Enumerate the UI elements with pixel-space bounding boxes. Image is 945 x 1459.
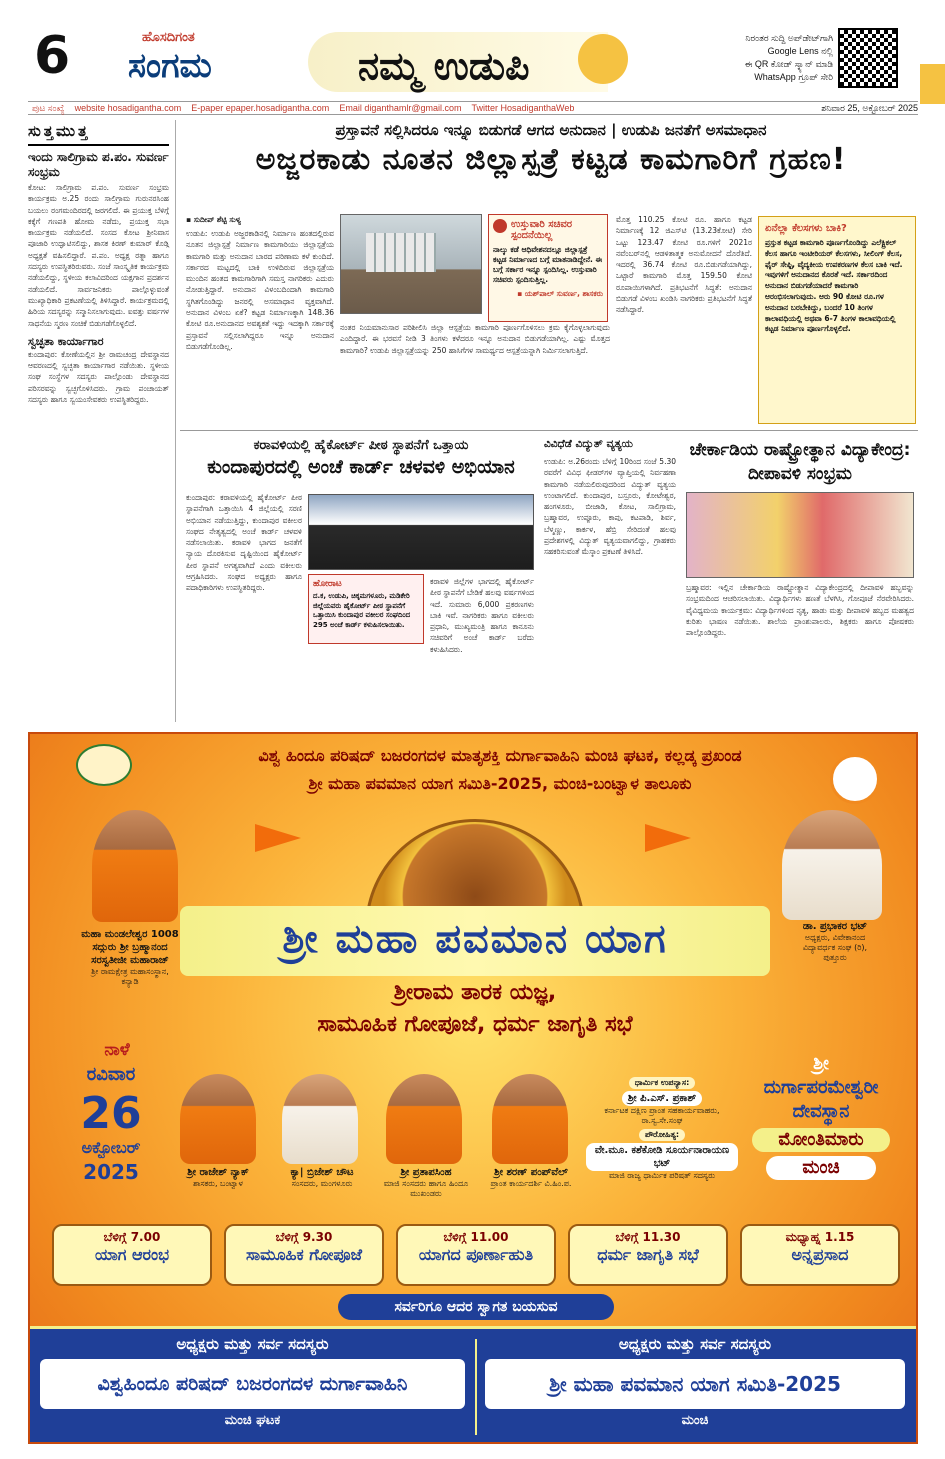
date-weekday: ರವಿವಾರ bbox=[86, 1064, 136, 1085]
date-day: 26 bbox=[80, 1088, 142, 1139]
page-label: ಪುಟ ಸಂಖ್ಯೆ bbox=[32, 102, 65, 113]
footer-sub: ಮಂಚಿ ಘಟಕ bbox=[224, 1413, 281, 1428]
schedule-event: ಧರ್ಮ ಜಾಗೃತಿ ಸಭೆ bbox=[597, 1245, 699, 1264]
masthead bbox=[28, 24, 918, 100]
schedule-event: ಯಾಗ ಆರಂಭ bbox=[94, 1245, 170, 1264]
schedule-time: ಬೆಳಿಗ್ಗೆ 11.00 bbox=[443, 1230, 509, 1244]
venue-block bbox=[746, 1052, 896, 1202]
guest-caption bbox=[160, 1166, 276, 1189]
story2-headline: ಕುಂದಾಪುರದಲ್ಲಿ ಅಂಚೆ ಕಾರ್ಡ್ ಚಳವಳಿ ಅಭಿಯಾನ bbox=[207, 456, 515, 478]
yaga-subtitle: ಶ್ರೀರಾಮ ತಾರಕ ಯಜ್ಞ, bbox=[393, 980, 557, 1005]
event-advertisement bbox=[28, 732, 918, 1444]
lawyers-group-photo bbox=[308, 494, 534, 570]
ad-footer bbox=[30, 1326, 916, 1442]
priest-label: ಪೌರೋಹಿತ್ಯ: bbox=[639, 1129, 685, 1141]
schedule-time: ಮಧ್ಯಾಹ್ನ 1.15 bbox=[785, 1230, 855, 1244]
guest-title: ಸಂಸದರು, ಮಂಗಳೂರು bbox=[291, 1179, 353, 1188]
speaker-box bbox=[586, 1074, 738, 1196]
quote-icon bbox=[493, 219, 507, 233]
caption-line: ಸದ್ಗುರು ಶ್ರೀ ಬ್ರಹ್ಮಾನಂದ bbox=[92, 942, 168, 953]
date-month: ಅಕ್ಟೋಬರ್ bbox=[81, 1138, 141, 1157]
schedule-event: ಯಾಗದ ಪೂರ್ಣಾಹುತಿ bbox=[418, 1245, 534, 1264]
guest-photo bbox=[492, 1074, 568, 1164]
caption-line: ವಿದ್ಯಾವರ್ಧಕ ಸಂಘ (ರಿ), bbox=[802, 943, 868, 952]
corner-decoration bbox=[920, 64, 945, 104]
story3-body: ಉಡುಪಿ: ಅ.26ರಂದು ಬೆಳಿಗ್ಗೆ 10ರಿಂದ ಸಂಜೆ 5.30 ರವರೆಗೆ ವಿವಿಧ ಫೀಡರ್‌ಗಳ ವ್ಯಾಪ್ತಿಯಲ್ಲಿ ನಿರ್ವಹಣಾ ಕಾಮಗಾರಿ ನಡೆಯಲಿರುವುದರಿಂದ ವಿದ್ಯುತ್ ವ್ಯತ್ಯಯ ಉಂಟಾಗಲಿದೆ. ಕುಂದಾಪುರ, ಬಸ್ರೂರು, ಕೋಟೇಶ್ವರ, ಹಂಗಳೂರು, ಬೀಜಾಡಿ, ಕೋಟ, ಸಾಲಿಗ್ರಾಮ, ಬ್ರಹ್ಮಾವರ, ಉಪ್ಪೂರು, ಕಾಪು, ಕಟಪಾಡಿ, ಶಿರ್ವ, ಬೆಳ್ಮಣ್ಣು, ಕಾರ್ಕಳ, ಹೆಬ್ರಿ ಸೇರಿದಂತೆ ಹಲವು ಪ್ರದೇಶಗಳಲ್ಲಿ ವಿದ್ಯುತ್ ವ್ಯತ್ಯಯವಾಗಲಿದ್ದು, ಗ್ರಾಹಕರು ಸಹಕರಿಸುವಂತೆ ಮೆಸ್ಕಾಂ ಪ್ರಕಟಣೆ ತಿಳಿಸಿದೆ. bbox=[544, 457, 676, 557]
hospital-photo bbox=[340, 214, 482, 314]
epaper-link[interactable]: E-paper epaper.hosadigantha.com bbox=[191, 103, 330, 113]
president-photo bbox=[782, 810, 882, 920]
top-story-col2: ನಂತರ ನಿಯಮಾನುಸಾರ ಪರಿಶೀಲಿಸಿ ಜಿಲ್ಲಾ ಆಸ್ಪತ್ರೆಯ ಕಾಮಗಾರಿ ಪೂರ್ಣಗೊಳಿಸಲು ಕ್ರಮ ಕೈಗೊಳ್ಳಲಾಗುವುದು ಎಂದಿದ್ದಾರೆ. ಈ ಭರವಸೆ ನೀಡಿ 3 ತಿಂಗಳು ಕಳೆದರೂ ಇನ್ನೂ ಅನುದಾನ ಬಿಡುಗಡೆಯಾಗಿಲ್ಲ. ಎಷ್ಟು ಮೊತ್ತದ ಕಾಮಗಾರಿ? ಉಡುಪಿ ಜಿಲ್ಲಾಸ್ಪತ್ರೆಯನ್ನು 250 ಹಾಸಿಗೆಗಳ ಸಾಮರ್ಥ್ಯದ ಆಸ್ಪತ್ರೆಯನ್ನಾಗಿ ನಿರ್ಮಿಸಲಾಗುತ್ತಿದೆ. bbox=[340, 323, 610, 355]
brief-headline: ಸ್ವಚ್ಛತಾ ಕಾರ್ಯಾಗಾರ bbox=[28, 334, 104, 348]
speaker-name: ಶ್ರೀ ಪಿ.ಎಸ್. ಪ್ರಕಾಶ್ bbox=[622, 1091, 702, 1106]
priest-name: ವೇ.ಮೂ. ಕಶೆಕೋಡಿ ಸೂರ್ಯನಾರಾಯಣ ಭಟ್ bbox=[586, 1143, 738, 1171]
footer-org-name: ಶ್ರೀ ಮಹಾ ಪವಮಾನ ಯಾಗ ಸಮಿತಿ-2025 bbox=[485, 1359, 905, 1409]
brief-headline: ಇಂದು ಸಾಲಿಗ್ರಾಮ ಪ.ಪಂ. ಸುವರ್ಣ ಸಂಭ್ರಮ bbox=[28, 150, 169, 179]
schedule-time: ಬೆಳಿಗ್ಗೆ 7.00 bbox=[103, 1230, 161, 1244]
saffron-flag-icon bbox=[645, 824, 691, 852]
top-story-headline: ಅಜ್ಜರಕಾಡು ನೂತನ ಜಿಲ್ಲಾಸ್ಪತ್ರೆ ಕಟ್ಟಡ ಕಾಮಗಾರಿಗೆ ಗ್ರಹಣ! bbox=[255, 142, 847, 177]
schedule-item bbox=[224, 1224, 384, 1286]
column-logo: ಸುತ್ತಮುತ್ತ bbox=[28, 120, 169, 146]
caption-line: ಪುತ್ತೂರು bbox=[823, 953, 847, 962]
schedule-event: ಅನ್ನಪ್ರಸಾದ bbox=[791, 1245, 849, 1264]
info-bar bbox=[28, 101, 918, 115]
story2-col2: ಕರಾವಳಿ ಜಿಲ್ಲೆಗಳ ಭಾಗದಲ್ಲಿ ಹೈಕೋರ್ಟ್ ಪೀಠ ಸ್ಥಾಪನೆಗೆ ಬೇಡಿಕೆ ಹಲವು ವರ್ಷಗಳಿಂದ ಇದೆ. ಸುಮಾರು 6,000 ಪ್ರಕರಣಗಳು ಬಾಕಿ ಇವೆ. ನಾಗರಿಕರು ಹಾಗೂ ವಕೀಲರು ಪ್ರಧಾನಿ, ಮುಖ್ಯಮಂತ್ರಿ ಹಾಗೂ ಕಾನೂನು ಸಚಿವರಿಗೆ ಅಂಚೆ ಕಾರ್ಡ್ ಬರೆದು ಕಳುಹಿಸಿದರು. bbox=[430, 577, 534, 654]
quote-body: ನಾಲ್ಕು ಕಡೆ ಆಧಿವೇಶನದಲ್ಲೂ ಜಿಲ್ಲಾಸ್ಪತ್ರೆ ಕಟ್ಟಡ ನಿರ್ಮಾಣದ ಬಗ್ಗೆ ಮಾತನಾಡಿದ್ದೇನೆ. ಈ ಬಗ್ಗೆ ಸರ್ಕಾರ ಇನ್ನೂ ಸ್ಪಂದಿಸಿಲ್ಲ. ಉಸ್ತುವಾರಿ ಸಚಿವರು ಸ್ಪಂದಿಸುತ್ತಿಲ್ಲ. bbox=[493, 245, 603, 284]
date-year: 2025 bbox=[83, 1160, 139, 1184]
section-title: ನಮ್ಮ ಉಡುಪಿ bbox=[358, 44, 530, 88]
sidebox-body: ಪ್ರಸ್ತುತ ಕಟ್ಟಡ ಕಾಮಗಾರಿ ಪೂರ್ಣಗೊಂಡಿದ್ದು ಎಲೆಕ್ಟ್ರಿಕಲ್ ಕೆಲಸ ಹಾಗೂ ಇಂಟೀರಿಯರ್ ಕೆಲಸಗಳು, ಸೀಲಿಂಗ್ ಕೆಲಸ, ಫೈರ್ ಸೇಫ್ಟಿ, ವೈದ್ಯಕೀಯ ಉಪಕರಣಗಳ ಕೆಲಸ ಬಾಕಿ ಇದೆ. ಇವುಗಳಿಗೆ ಅನುದಾನದ ಕೊರತೆ ಇದೆ. ಸರ್ಕಾರದಿಂದ ಅನುದಾನ ಬಿಡುಗಡೆಯಾದರೆ ಕಾಮಗಾರಿ ಆರಂಭಿಸಲಾಗುವುದು. ಆರು 90 ಕೋಟಿ ರೂ.ಗಳ ಅನುದಾನ ಬರಬೇಕಿದ್ದು, ಬಂದರೆ 10 ತಿಂಗಳ ಕಾಲಾವಧಿಯಲ್ಲಿ ಅಥವಾ 6-7 ತಿಂಗಳ ಕಾಲಾವಧಿಯಲ್ಲಿ ಕಟ್ಟಡ ನಿರ್ಮಾಣ ಪೂರ್ಣಗೊಳ್ಳಲಿದೆ. bbox=[765, 238, 903, 334]
minister-quote bbox=[488, 214, 608, 322]
qr-line: Google Lens ನಲ್ಲಿ bbox=[767, 46, 833, 56]
story4-body: ಬ್ರಹ್ಮಾವರ: ಇಲ್ಲಿನ ಚೇರ್ಕಾಡಿಯ ರಾಷ್ಟ್ರೋತ್ಥಾನ ವಿದ್ಯಾಕೇಂದ್ರದಲ್ಲಿ ದೀಪಾವಳಿ ಹಬ್ಬವನ್ನು ಸಂಭ್ರಮದಿಂದ ಆಚರಿಸಲಾಯಿತು. ವಿದ್ಯಾರ್ಥಿಗಳು ಹಣತೆ ಬೆಳಗಿಸಿ, ಗೋಪೂಜೆ ನೆರವೇರಿಸಿದರು. ವೈವಿಧ್ಯಮಯ ಕಾರ್ಯಕ್ರಮ: ವಿದ್ಯಾರ್ಥಿಗಳಿಂದ ನೃತ್ಯ, ಹಾಡು ಮತ್ತು ದೀಪಾವಳಿ ಹಬ್ಬದ ಮಹತ್ವದ ಕುರಿತು ಭಾಷಣ ನಡೆಯಿತು. ಶಾಲೆಯ ಪ್ರಾಂಶುಪಾಲರು, ಶಿಕ್ಷಕರು ಹಾಗೂ ಪೋಷಕರು ಪಾಲ್ಗೊಂಡಿದ್ದರು. bbox=[686, 583, 914, 638]
brand-small: ಹೊಸದಿಗಂತ bbox=[142, 30, 195, 45]
speaker-label: ಧಾರ್ಮಿಕ ಉಪನ್ಯಾಸ: bbox=[629, 1077, 696, 1089]
byline: ▪ ಸುದೀಪ್ ಶೆಟ್ಟಿ ಸುಳ್ಯ bbox=[186, 215, 241, 224]
protest-box bbox=[308, 574, 424, 644]
saffron-flag-icon bbox=[255, 824, 301, 852]
qr-instructions bbox=[708, 32, 833, 84]
qr-line: ಈ QR ಕೋಡ್ ಸ್ಕ್ಯಾನ್ ಮಾಡಿ bbox=[744, 59, 833, 69]
guest-title: ಶಾಸಕರು, ಬಂಟ್ವಾಳ bbox=[193, 1179, 243, 1188]
guest-caption bbox=[266, 1166, 378, 1189]
story2-kicker: ಕರಾವಳಿಯಲ್ಲಿ ಹೈಕೋರ್ಟ್ ಪೀಠ ಸ್ಥಾಪನೆಗೆ ಒತ್ತಾಯ bbox=[253, 438, 469, 453]
footer-org-name: ವಿಶ್ವಹಿಂದೂ ಪರಿಷದ್ ಬಜರಂಗದಳ ದುರ್ಗಾವಾಹಿನಿ bbox=[40, 1359, 465, 1409]
qr-line: ನಿರಂತರ ಸುದ್ದಿ ಅಪ್‌ಡೇಟ್‌ಗಾಗಿ bbox=[745, 33, 833, 43]
footer-label: ಅಧ್ಯಕ್ಷರು ಮತ್ತು ಸರ್ವ ಸದಸ್ಯರು bbox=[618, 1335, 772, 1353]
schedule-item bbox=[740, 1224, 900, 1286]
qr-line: WhatsApp ಗ್ರೂಪ್ ಸೇರಿ bbox=[754, 72, 833, 82]
caption-line: ಅಧ್ಯಕ್ಷರು, ವಿವೇಕಾನಂದ bbox=[804, 933, 866, 942]
guest-photo bbox=[386, 1074, 462, 1164]
caption-line: ಸರಸ್ವತೀಜೀ ಮಹಾರಾಜ್ bbox=[91, 955, 169, 966]
yaga-title: ಶ್ರೀ ಮಹಾ ಪವಮಾನ ಯಾಗ bbox=[180, 906, 770, 976]
priest-desc: ಮಾಜಿ ರಾಜ್ಯ ಧಾರ್ಮಿಕ ಪರಿಷತ್ ಸದಸ್ಯರು bbox=[608, 1171, 716, 1180]
guest-photo bbox=[282, 1074, 358, 1164]
email-link[interactable]: Email diganthamlr@gmail.com bbox=[339, 103, 462, 113]
guest-photo bbox=[180, 1074, 256, 1164]
swamiji-photo bbox=[92, 810, 178, 922]
durgavahini-logo-icon bbox=[830, 754, 880, 804]
venue-line: ಮಂಚಿ bbox=[766, 1156, 876, 1180]
footer-divider bbox=[475, 1339, 477, 1435]
top-story-col1: ಉಡುಪಿ: ಉಡುಪಿ ಅಜ್ಜರಕಾಡಿನಲ್ಲಿ ನಿರ್ಮಾಣ ಹಂತದಲ್ಲಿರುವ ನೂತನ ಜಿಲ್ಲಾಸ್ಪತ್ರೆ ನಿರ್ಮಾಣ ಕಾಮಗಾರಿಯು ಜಿಲ್ಲಾಸ್ಪತ್ರೆಯ ಕಾಮಗಾರಿ ಮತ್ತು ಅನುದಾನ ಬಾರದ ಪರಿಣಾಮ ಕಳೆ ಕುಂದಿದೆ. ಸರ್ಕಾರದ ಮಟ್ಟದಲ್ಲಿ ಬಾಕಿ ಉಳಿದಿರುವ ಜಿಲ್ಲಾಸ್ಪತ್ರೆಯ ಮುಂದಿನ ಹಂತದ ಕಾಮಗಾರಿಗಾಗಿ ಸಮಸ್ತ ನಾಗರಿಕರು ಎದುರು ನೋಡುತ್ತಿದ್ದಾರೆ. ಅನುದಾನ ವಿಳಂಬದಿಂದಾಗಿ ಕಾಮಗಾರಿ ಸ್ಥಗಿತಗೊಂಡಿದ್ದು ಜನರಲ್ಲಿ ಅಸಮಾಧಾನ ವ್ಯಕ್ತವಾಗಿದೆ. ಅನುದಾನ ವಿಳಂಬ ಏಕೆ? ಕಟ್ಟಡ ನಿರ್ಮಾಣಕ್ಕಾಗಿ 148.36 ಕೋಟಿ ರೂ.ಅನುದಾನದ ಅವಶ್ಯಕತೆ ಇದ್ದು ಇದಕ್ಕಾಗಿ ಸರ್ಕಾರಕ್ಕೆ ಪ್ರಸ್ತಾವನೆ ಸಲ್ಲಿಸಲಾಗಿದ್ದರೂ ಇನ್ನೂ ಅನುದಾನ ಬಿಡುಗಡೆಗೊಂಡಿಲ್ಲ. bbox=[186, 229, 334, 351]
quote-title: ಉಸ್ತುವಾರಿ ಸಚಿವರ ಸ್ಪಂದನೆಯಿಲ್ಲ bbox=[511, 219, 573, 241]
guest-name: ಶ್ರೀ ರಾಜೇಶ್ ನ್ಯಾಕ್ bbox=[187, 1167, 249, 1178]
sun-icon bbox=[578, 34, 628, 84]
guest-name: ಶ್ರೀ ಪ್ರತಾಪಸಿಂಹ bbox=[400, 1167, 452, 1178]
guest-caption bbox=[370, 1166, 482, 1199]
page-number: 6 bbox=[34, 26, 71, 86]
schedule-item bbox=[52, 1224, 212, 1286]
date-tomorrow: ನಾಳೆ bbox=[104, 1040, 130, 1060]
guest-title: ಮಾಜಿ ಸಂಸದರು ಹಾಗೂ ಹಿಂದೂ ಮುಖಂಡರು bbox=[383, 1179, 469, 1198]
website-link[interactable]: website hosadigantha.com bbox=[74, 103, 182, 113]
guest-name: ಶ್ರೀ ಶರಣ್ ಪಂಪ್‌ವೆಲ್ bbox=[494, 1167, 568, 1178]
yaga-subtitle: ಸಾಮೂಹಿಕ ಗೋಪೂಜೆ, ಧರ್ಮ ಜಾಗೃತಿ ಸಭೆ bbox=[317, 1012, 633, 1037]
venue-line: ದೇವಸ್ಥಾನ bbox=[792, 1101, 850, 1122]
ad-committee-line: ಶ್ರೀ ಮಹಾ ಪವಮಾನ ಯಾಗ ಸಮಿತಿ-2025, ಮಂಚಿ-ಬಂಟ್ವಾಳ ತಾಲೂಕು bbox=[308, 774, 692, 793]
schedule-event: ಸಾಮೂಹಿಕ ಗೋಪೂಜೆ bbox=[245, 1245, 363, 1264]
caption-line: ಮಹಾ ಮಂಡಲೇಶ್ವರ 1008 bbox=[81, 929, 179, 940]
venue-line: ಮೋಂತಿಮಾರು bbox=[752, 1128, 890, 1152]
sidebox-title: ಏನೆಲ್ಲಾ ಕೆಲಸಗಳು ಬಾಕಿ? bbox=[765, 223, 847, 234]
qr-code-icon[interactable] bbox=[838, 28, 898, 88]
guest-name: ಕ್ಯಾ| ಬ್ರಿಜೇಶ್ ಚೌಟ bbox=[290, 1167, 354, 1178]
issue-date: ಶನಿವಾರ 25, ಅಕ್ಟೋಬರ್ 2025 bbox=[821, 102, 918, 113]
speaker-desc: ಕರ್ನಾಟಕ ದಕ್ಷಿಣ ಪ್ರಾಂತ ಸಹಕಾರ್ಯವಾಹರು, ರಾ.ಸ್ವ.ಸೇ.ಸಂಘ bbox=[604, 1106, 720, 1125]
quote-author: ▪ ಯಶ್‌ಪಾಲ್ ಸುವರ್ಣ, ಶಾಸಕರು bbox=[517, 289, 603, 298]
welcome-banner: ಸರ್ವರಿಗೂ ಆದರ ಸ್ವಾಗತ ಬಯಸುವ bbox=[338, 1294, 614, 1320]
caption-line: ಶ್ರೀ ರಾಮಕ್ಷೇತ್ರ ಮಹಾಸಂಸ್ಥಾನ, bbox=[91, 967, 169, 976]
guest-title: ಪ್ರಾಂತ ಕಾರ್ಯದರ್ಶಿ ವಿ.ಹಿಂ.ಪ. bbox=[490, 1179, 572, 1188]
guest-caption bbox=[476, 1166, 586, 1189]
president-caption bbox=[770, 920, 900, 963]
deepavali-photo bbox=[686, 492, 914, 578]
ad-organizer-line: ವಿಶ್ವ ಹಿಂದೂ ಪರಿಷದ್ ಬಜರಂಗದಳ ಮಾತೃಶಕ್ತಿ ದುರ್ಗಾವಾಹಿನಿ ಮಂಚಿ ಘಟಕ, ಕಲ್ಲಡ್ಕ ಪ್ರಖಂಡ bbox=[258, 746, 742, 765]
top-story-col3: ಮೊತ್ತ 110.25 ಕೋಟಿ ರೂ. ಹಾಗೂ ಕಟ್ಟಡ ನಿರ್ಮಾಣಕ್ಕೆ 12 ಜಿಎಸ್‌ಟಿ (13.23ಕೋಟಿ) ಸೇರಿ ಒಟ್ಟು 123.47 ಕೋಟಿ ರೂ.ಗಳಿಗೆ 2021ರ ನವೆಂಬರ್‌ನಲ್ಲಿ ಆಡಳಿತಾತ್ಮಕ ಅನುಮೋದನೆ ದೊರೆತಿದೆ. ಇದರಲ್ಲಿ 36.74 ಕೋಟಿ ರೂ.ಬಿಡುಗಡೆಯಾಗಿದ್ದು, ಒಟ್ಟಾರೆ ಕಾಮಗಾರಿ ಮೊತ್ತ 159.50 ಕೋಟಿ ರೂಪಾಯಿಗಳಾಗಿದೆ. ಪ್ರತಿಭಟನೆಗೆ ಸಿದ್ಧತೆ: ಅನುದಾನ ಬಿಡುಗಡೆ ವಿಳಂಬ ಖಂಡಿಸಿ ನಾಗರಿಕರು ಪ್ರತಿಭಟನೆಗೆ ಸಿದ್ಧತೆ ನಡೆಸಿದ್ದಾರೆ. bbox=[616, 215, 752, 315]
story2-col1: ಕುಂದಾಪುರ: ಕರಾವಳಿಯಲ್ಲಿ ಹೈಕೋರ್ಟ್ ಪೀಠ ಸ್ಥಾಪನೆಗಾಗಿ ಒತ್ತಾಯಿಸಿ 4 ಜಿಲ್ಲೆಯಲ್ಲಿ ಸರಣಿ ಅಭಿಯಾನ ನಡೆಯುತ್ತಿದ್ದು, ಕುಂದಾಪುರ ವಕೀಲರ ಸಂಘದ ನೇತೃತ್ವದಲ್ಲಿ ಅಂಚೆ ಕಾರ್ಡ್ ಚಳವಳಿ ನಡೆಸಲಾಯಿತು. ಕರಾವಳಿ ಭಾಗದ ಜನತೆಗೆ ನ್ಯಾಯ ದೊರಕಿಸುವ ದೃಷ್ಟಿಯಿಂದ ಹೈಕೋರ್ಟ್ ಪೀಠ ಸ್ಥಾಪನೆ ಅಗತ್ಯವಾಗಿದೆ ಎಂದು ವಕೀಲರು ಆಗ್ರಹಿಸಿದರು. ಸಂಘದ ಅಧ್ಯಕ್ಷರು ಹಾಗೂ ಪದಾಧಿಕಾರಿಗಳು ಉಪಸ್ಥಿತರಿದ್ದರು. bbox=[186, 493, 302, 593]
caption-line: ಕನ್ಯಾಡಿ bbox=[121, 977, 139, 986]
caption-line: ಡಾ. ಪ್ರಭಾಕರ ಭಟ್ bbox=[802, 921, 868, 932]
pending-works-box bbox=[758, 216, 916, 424]
story3-headline: ವಿವಿಧೆಡೆ ವಿದ್ಯುತ್ ವ್ಯತ್ಯಯ bbox=[544, 438, 633, 450]
schedule-item bbox=[568, 1224, 728, 1286]
twitter-link[interactable]: Twitter HosadiganthaWeb bbox=[471, 103, 575, 113]
brief-body: ಕುಂದಾಪುರ: ಕೋಣೆಯಲ್ಲಿನ ಶ್ರೀ ರಾಮಚಂದ್ರ ದೇವಸ್ಥಾನದ ಆವರಣದಲ್ಲಿ ಸ್ವಚ್ಛತಾ ಕಾರ್ಯಾಗಾರ ನಡೆಯಿತು. ಸ್ಥಳೀಯ ಸಂಘ ಸಂಸ್ಥೆಗಳ ಸದಸ್ಯರು ಪಾಲ್ಗೊಂಡು ದೇವಸ್ಥಾನದ ಪರಿಸರವನ್ನು ಸ್ವಚ್ಛಗೊಳಿಸಿದರು. ಗ್ರಾಮ ಪಂಚಾಯತ್ ಸದಸ್ಯರು ಹಾಗೂ ಸ್ವಯಂಸೇವಕರು ಉಪಸ್ಥಿತರಿದ್ದರು. bbox=[28, 349, 169, 405]
footer-sub: ಮಂಚಿ bbox=[681, 1413, 709, 1428]
schedule-time: ಬೆಳಿಗ್ಗೆ 9.30 bbox=[275, 1230, 333, 1244]
left-column bbox=[28, 120, 176, 722]
vhp-logo-icon bbox=[76, 744, 132, 786]
footer-label: ಅಧ್ಯಕ್ಷರು ಮತ್ತು ಸರ್ವ ಸದಸ್ಯರು bbox=[176, 1335, 329, 1353]
venue-line: ಶ್ರೀ bbox=[813, 1053, 829, 1074]
top-story-kicker: ಪ್ರಸ್ತಾವನೆ ಸಲ್ಲಿಸಿದರೂ ಇನ್ನೂ ಬಿಡುಗಡೆ ಆಗದ ಅನುದಾನ | ಉಡುಪಿ ಜನತೆಗೆ ಅಸಮಾಧಾನ bbox=[335, 121, 767, 139]
protest-box-body: ದ.ಕ, ಉಡುಪಿ, ಚಿಕ್ಕಮಗಳೂರು, ಮಡಿಕೇರಿ ಜಿಲ್ಲೆಯವರು ಹೈಕೋರ್ಟ್ ಪೀಠ ಸ್ಥಾಪನೆಗೆ ಒತ್ತಾಯಿಸಿ ಕುಂದಾಪುರ ವಕೀಲರ ಸಂಘದಿಂದ 295 ಅಂಚೆ ಕಾರ್ಡ್ ಕಳುಹಿಸಲಾಯಿತು. bbox=[313, 592, 411, 629]
divider bbox=[180, 430, 918, 431]
schedule-time: ಬೆಳಿಗ್ಗೆ 11.30 bbox=[615, 1230, 681, 1244]
venue-line: ದುರ್ಗಾಪರಮೇಶ್ವರೀ bbox=[763, 1077, 879, 1098]
brand-title: ಸಂಗಮ bbox=[128, 46, 212, 86]
brief-body: ಕೋಟ: ಸಾಲಿಗ್ರಾಮ ಪ.ಪಂ. ಸುವರ್ಣ ಸಂಭ್ರಮ ಕಾರ್ಯಕ್ರಮ ಅ.25 ರಂದು ಸಾಲಿಗ್ರಾಮ ಗುರುನರಸಿಂಹ ಬಯಲು ರಂಗಮಂದಿರದಲ್ಲಿ ಜರಗಲಿದೆ. ಈ ಪ್ರಯುಕ್ತ ಬೆಳಿಗ್ಗೆ ಕಕ್ಕೆಗೆ ಗಣಪತಿ ಹೋಮ ನಡೆದು, ಪ್ರಯುಕ್ತ ಸಭಾ ಕಾರ್ಯಕ್ರಮ ನಡೆಯಲಿದೆ. ಸಂಸದ ಕೋಟ ಶ್ರೀನಿವಾಸ ಪೂಜಾರಿ ಉದ್ಘಾಟಿಸಲಿದ್ದು, ಶಾಸಕ ಕಿರಣ್ ಕುಮಾರ್ ಕೊಡ್ಗಿ ಅಧ್ಯಕ್ಷತೆ ವಹಿಸಲಿದ್ದಾರೆ. ಪ.ಪಂ. ಅಧ್ಯಕ್ಷ ರತ್ನಾ ಹಾಗೂ ಸದಸ್ಯರು ಉಪಸ್ಥಿತರಿರುವರು. ಸಂಜೆ ಸಾಂಸ್ಕೃತಿಕ ಕಾರ್ಯಕ್ರಮ ನಡೆಯಲಿದ್ದು, ಸ್ಥಳೀಯ ಕಲಾವಿದರಿಂದ ಯಕ್ಷಗಾನ ಪ್ರದರ್ಶನ ನಡೆಯಲಿದೆ. ಸಾರ್ವಜನಿಕರು ಪಾಲ್ಗೊಳ್ಳುವಂತೆ ಮುಖ್ಯಾಧಿಕಾರಿ ಪ್ರಕಟಣೆಯಲ್ಲಿ ತಿಳಿಸಿದ್ದಾರೆ. ಕಾರ್ಯಕ್ರಮದಲ್ಲಿ ಹಿರಿಯ ಸದಸ್ಯರನ್ನು ಸನ್ಮಾನಿಸಲಾಗುವುದು. ಐವತ್ತು ವರ್ಷಗಳ ಸಾಧನೆಯ ಸ್ಮರಣ ಸಂಚಿಕೆ ಬಿಡುಗಡೆಗೊಳ್ಳಲಿದೆ. bbox=[28, 183, 169, 328]
story4-headline: ಚೇರ್ಕಾಡಿಯ ರಾಷ್ಟ್ರೋತ್ಥಾನ ವಿದ್ಯಾಕೇಂದ್ರ: ದೀಪಾವಳಿ ಸಂಭ್ರಮ bbox=[689, 440, 911, 484]
schedule-item bbox=[396, 1224, 556, 1286]
protest-box-title: ಹೋರಾಟ bbox=[313, 579, 342, 589]
